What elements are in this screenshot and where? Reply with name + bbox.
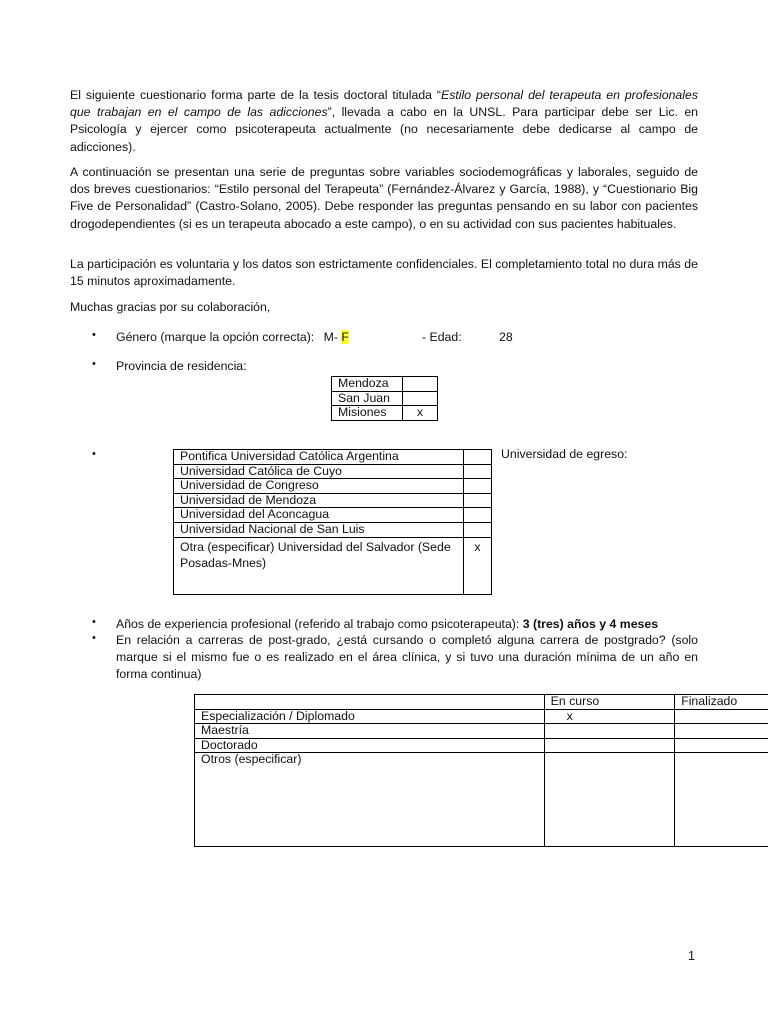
province-name: Mendoza <box>332 377 403 392</box>
province-table <box>331 376 438 421</box>
intro-paragraph-1 <box>70 87 698 156</box>
university-name: Universidad de Congreso <box>174 479 464 494</box>
province-name: Misiones <box>332 406 403 421</box>
university-mark <box>463 464 491 479</box>
postgrad-in-progress <box>544 738 675 753</box>
university-other-mark: x <box>463 537 491 594</box>
experience-question <box>116 616 658 633</box>
bullet-icon: • <box>92 616 96 628</box>
university-name: Universidad Nacional de San Luis <box>174 522 464 537</box>
province-mark <box>403 391 438 406</box>
intro-p1-end: ”, llevada a cabo en la UNSL. Para participar debe ser Lic. en Psicología y ejercer como psicoterapeuta actualmente (no necesariamente debe dedicarse al campo de adicciones). <box>70 105 699 154</box>
table-row <box>174 493 492 508</box>
postgrad-finished <box>675 724 768 739</box>
university-table <box>173 449 492 595</box>
province-mark <box>403 377 438 392</box>
university-mark <box>463 450 491 465</box>
table-row <box>174 450 492 465</box>
age-label: - Edad: <box>422 330 462 344</box>
col-in-progress: En curso <box>544 695 675 710</box>
bullet-icon: • <box>92 448 96 460</box>
gender-option-m: M- <box>323 330 338 344</box>
postgrad-name: Maestría <box>195 724 545 739</box>
thesis-title: Estilo personal del terapeuta en profesionales que trabajan en el campo de las adicciones <box>70 88 698 120</box>
university-mark <box>463 522 491 537</box>
table-row <box>174 522 492 537</box>
province-label: Provincia de residencia: <box>116 359 247 373</box>
table-row <box>174 464 492 479</box>
university-mark <box>463 508 491 523</box>
table-row <box>332 391 438 406</box>
table-row <box>195 695 768 710</box>
postgrad-header-blank <box>195 695 545 710</box>
university-label: Universidad de egreso: <box>501 447 628 461</box>
postgrad-table <box>194 694 768 847</box>
postgrad-name: Otros (especificar) <box>195 753 545 847</box>
table-row <box>332 406 438 421</box>
table-row <box>195 709 768 724</box>
table-row <box>174 537 492 594</box>
table-row <box>195 724 768 739</box>
table-row <box>195 753 768 847</box>
university-other: Otra (especificar) Universidad del Salvador (Sede Posadas-Mnes) <box>174 537 464 594</box>
university-mark <box>463 493 491 508</box>
postgrad-finished <box>675 709 768 724</box>
postgrad-finished <box>675 753 768 847</box>
postgrad-in-progress <box>544 724 675 739</box>
postgrad-question: En relación a carreras de post-grado, ¿está cursando o completó alguna carrera de postgrado? (solo marque si el mismo fue o es realizado en el área clínica, y si tuvo una duración mínima de un año en forma continua) <box>116 633 698 682</box>
table-row <box>174 508 492 523</box>
age-value: 28 <box>499 330 513 344</box>
bullet-icon: • <box>92 329 96 341</box>
intro-p1-start: El siguiente cuestionario forma parte de la tesis doctoral titulada “ <box>70 88 442 102</box>
experience-label: Años de experiencia profesional (referido al trabajo como psicoterapeuta): <box>116 617 520 631</box>
postgrad-name: Especialización / Diplomado <box>195 709 545 724</box>
bullet-icon: • <box>92 358 96 370</box>
university-name: Universidad de Mendoza <box>174 493 464 508</box>
university-name: Universidad del Aconcagua <box>174 508 464 523</box>
postgrad-in-progress: x <box>544 709 675 724</box>
intro-paragraph-3: La participación es voluntaria y los datos son estrictamente confidenciales. El completamiento total no dura más de 15 minutos aproximadamente. <box>70 257 698 289</box>
postgrad-name: Doctorado <box>195 738 545 753</box>
table-row <box>174 479 492 494</box>
province-name: San Juan <box>332 391 403 406</box>
experience-value: 3 (tres) años y 4 meses <box>522 617 659 631</box>
thanks-paragraph: Muchas gracias por su colaboración, <box>70 300 271 314</box>
table-row <box>195 738 768 753</box>
table-row <box>332 377 438 392</box>
gender-option-f: F <box>341 330 349 344</box>
bullet-icon: • <box>92 632 96 644</box>
province-mark: x <box>403 406 438 421</box>
gender-label: Género (marque la opción correcta): <box>116 330 315 344</box>
university-mark <box>463 479 491 494</box>
intro-paragraph-2: A continuación se presentan una serie de preguntas sobre variables sociodemográficas y laborales, seguido de dos breves cuestionarios: “Estilo personal del Terapeuta” (Fernández-Álvarez y García, 1988), y “Cuestionario Big Five de Personalidad” (Castro-Solano, 2005). Debe responder las preguntas pensando en su labor con pacientes drogodependientes (si es un terapeuta abocado a este campo), o en su actividad con sus pacientes habituales. <box>70 165 698 231</box>
postgrad-in-progress <box>544 753 675 847</box>
col-finished: Finalizado <box>675 695 768 710</box>
university-name: Universidad Católica de Cuyo <box>174 464 464 479</box>
page-number: 1 <box>688 949 695 963</box>
postgrad-finished <box>675 738 768 753</box>
gender-question <box>116 329 349 346</box>
university-name: Pontifica Universidad Católica Argentina <box>174 450 464 465</box>
